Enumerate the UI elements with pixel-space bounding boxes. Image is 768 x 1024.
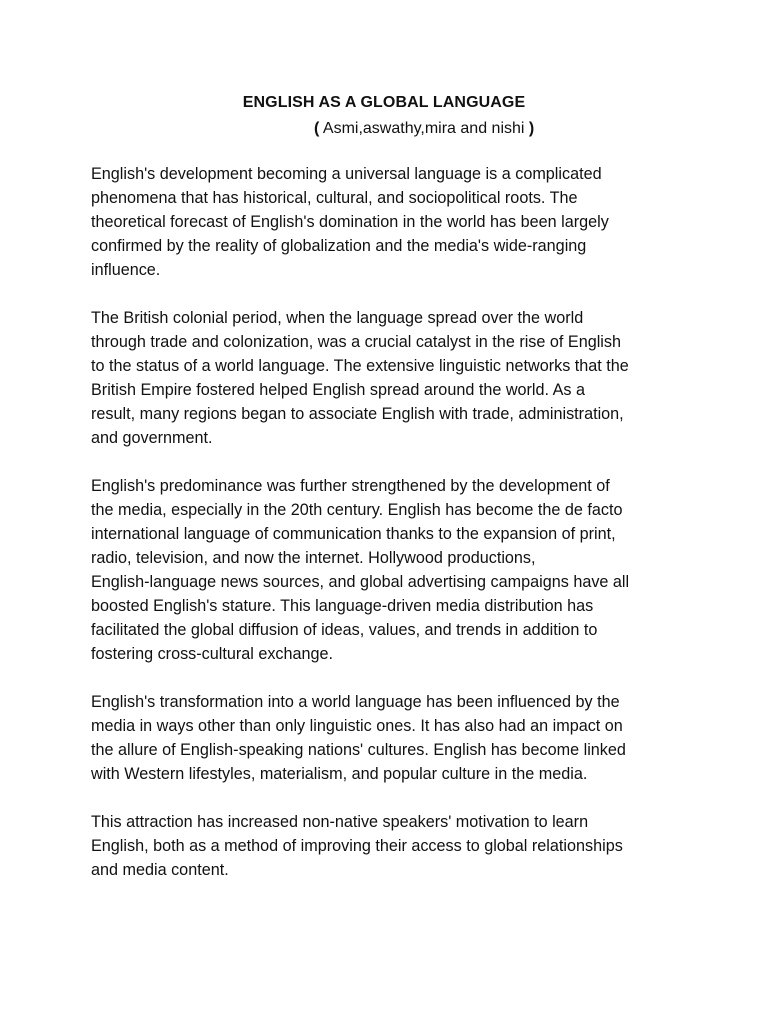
paragraph [91, 690, 691, 786]
paragraph-line: and media content. [91, 861, 229, 879]
paragraph-line: English's predominance was further strengthened by the development of [91, 477, 610, 495]
authors-open-paren: ( [314, 120, 320, 137]
paragraph-line: the allure of English-speaking nations' cultures. English has become linked [91, 741, 626, 759]
paragraph [91, 306, 691, 450]
document-body [91, 162, 691, 906]
paragraph-line: and government. [91, 429, 213, 447]
paragraph-line: media in ways other than only linguistic ones. It has also had an impact on [91, 717, 623, 735]
paragraph-line: the media, especially in the 20th century. English has become the de facto [91, 501, 623, 519]
paragraph-line: confirmed by the reality of globalization and the media's wide-ranging [91, 237, 587, 255]
authors-names: Asmi,aswathy,mira and nishi [319, 120, 529, 137]
paragraph-line: English, both as a method of improving their access to global relationships [91, 837, 623, 855]
paragraph-line: phenomena that has historical, cultural, and sociopolitical roots. The [91, 189, 578, 207]
paragraph-line: result, many regions began to associate English with trade, administration, [91, 405, 624, 423]
authors-close-paren: ) [528, 120, 535, 137]
paragraph-line: radio, television, and now the internet. Hollywood productions, [91, 549, 536, 567]
paragraph-line: English-language news sources, and global advertising campaigns have all [91, 573, 630, 591]
paragraph-line: British Empire fostered helped English spread around the world. As a [91, 381, 585, 399]
document-title: ENGLISH AS A GLOBAL LANGUAGE [242, 94, 526, 111]
paragraph-line: with Western lifestyles, materialism, and popular culture in the media. [91, 765, 588, 783]
paragraph-line: boosted English's stature. This language-driven media distribution has [91, 597, 594, 615]
paragraph-line: influence. [91, 261, 161, 279]
paragraph-line: This attraction has increased non-native speakers' motivation to learn [91, 813, 589, 831]
document-authors [314, 119, 534, 139]
paragraph-line: English's transformation into a world language has been influenced by the [91, 693, 620, 711]
paragraph-line: The British colonial period, when the language spread over the world [91, 309, 584, 327]
paragraph-line: fostering cross-cultural exchange. [91, 645, 334, 663]
paragraph-line: English's development becoming a universal language is a complicated [91, 165, 602, 183]
paragraph [91, 162, 691, 282]
paragraph [91, 474, 691, 666]
paragraph-line: through trade and colonization, was a crucial catalyst in the rise of English [91, 333, 621, 351]
paragraph [91, 810, 691, 882]
paragraph-line: international language of communication thanks to the expansion of print, [91, 525, 616, 543]
paragraph-line: facilitated the global diffusion of ideas, values, and trends in addition to [91, 621, 598, 639]
paragraph-line: theoretical forecast of English's domination in the world has been largely [91, 213, 609, 231]
paragraph-line: to the status of a world language. The extensive linguistic networks that the [91, 357, 629, 375]
